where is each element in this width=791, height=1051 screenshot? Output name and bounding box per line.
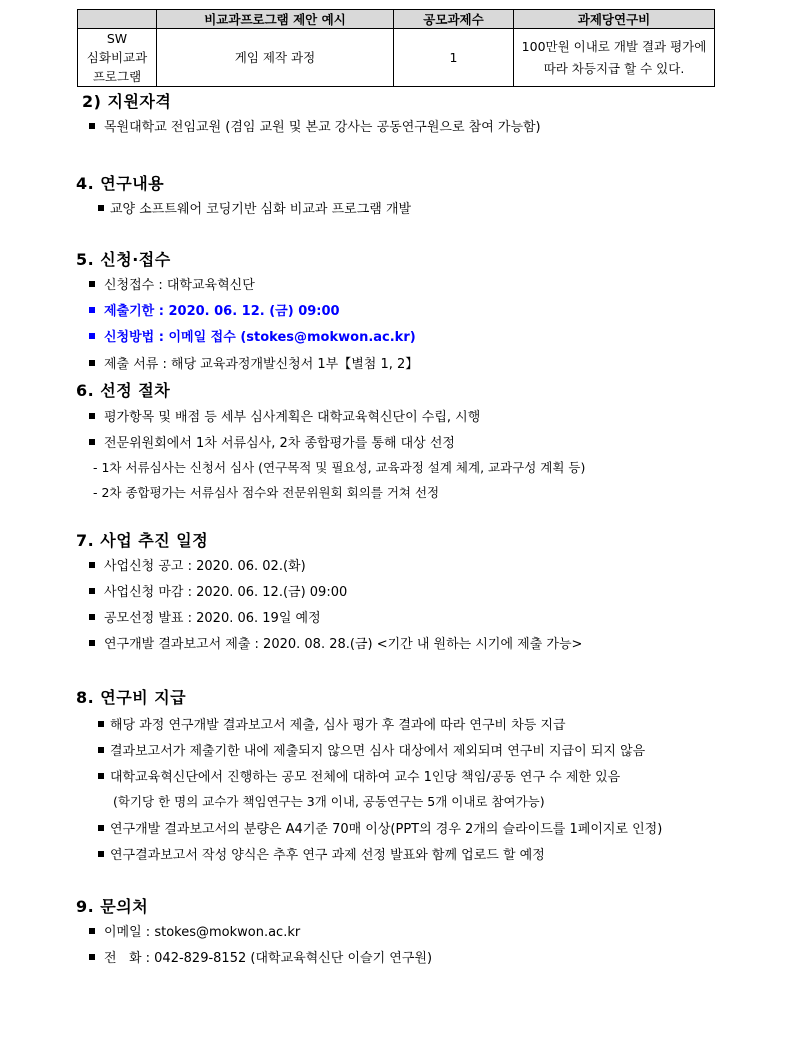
list-item-text: 목원대학교 전임교원 (겸임 교원 및 본교 강사는 공동연구원으로 참여 가능함) bbox=[104, 120, 541, 135]
square-bullet-icon bbox=[98, 825, 104, 831]
list-item-text: 교양 소프트웨어 코딩기반 심화 비교과 프로그램 개발 bbox=[110, 202, 412, 217]
section-title-research-content: 4. 연구내용 bbox=[76, 174, 165, 193]
section-title-selection: 6. 선정 절차 bbox=[76, 381, 171, 400]
square-bullet-icon bbox=[89, 333, 95, 339]
list-item-text: 전문위원회에서 1차 서류심사, 2차 종합평가를 통해 대상 선정 bbox=[104, 436, 455, 451]
square-bullet-icon bbox=[98, 205, 104, 211]
section-title-eligibility: 2) 지원자격 bbox=[82, 92, 172, 111]
list-item bbox=[89, 633, 582, 652]
list-item-text: 대학교육혁신단에서 진행하는 공모 전체에 대하여 교수 1인당 책임/공동 연구 수 제한 있음 bbox=[110, 770, 621, 785]
list-item-text: 해당 과정 연구개발 결과보고서 제출, 심사 평가 후 결과에 따라 연구비 차등 지급 bbox=[110, 718, 566, 733]
list-item bbox=[98, 740, 645, 759]
table-header-cell: 과제당연구비 bbox=[514, 10, 715, 29]
list-item-text: 공모선정 발표 : 2020. 06. 19일 예정 bbox=[104, 611, 321, 626]
sub-item: - 1차 서류심사는 신청서 심사 (연구목적 및 필요성, 교육과정 설계 체계, 교과구성 계획 등) bbox=[93, 460, 586, 475]
square-bullet-icon bbox=[89, 123, 95, 129]
square-bullet-icon bbox=[89, 614, 95, 620]
square-bullet-icon bbox=[89, 928, 95, 934]
square-bullet-icon bbox=[98, 721, 104, 727]
section-title-contact: 9. 문의처 bbox=[76, 897, 149, 916]
count-cell: 1 bbox=[394, 29, 514, 87]
list-item-text: 연구개발 결과보고서의 분량은 A4기준 70매 이상(PPT의 경우 2개의 슬라이드를 1페이지로 인정) bbox=[110, 822, 663, 837]
list-item-text: 제출 서류 : 해당 교육과정개발신청서 1부【별첨 1, 2】 bbox=[104, 357, 419, 372]
list-item bbox=[89, 607, 321, 626]
table-header-row bbox=[78, 10, 715, 29]
square-bullet-icon bbox=[89, 954, 95, 960]
section-title-application: 5. 신청·접수 bbox=[76, 250, 171, 269]
list-item bbox=[89, 947, 432, 966]
list-item-text: 연구결과보고서 작성 양식은 추후 연구 과제 선정 발표와 함께 업로드 할 예정 bbox=[110, 848, 545, 863]
program-table bbox=[77, 9, 715, 87]
table-header-cell: 비교과프로그램 제안 예시 bbox=[157, 10, 394, 29]
list-item bbox=[89, 274, 255, 293]
table-header-cell: 공모과제수 bbox=[394, 10, 514, 29]
section-title-funding: 8. 연구비 지급 bbox=[76, 688, 187, 707]
list-item bbox=[98, 818, 662, 837]
list-item-text: 신청접수 : 대학교육혁신단 bbox=[104, 278, 255, 293]
list-item-text: 사업신청 공고 : 2020. 06. 02.(화) bbox=[104, 559, 306, 574]
list-item bbox=[89, 406, 480, 425]
square-bullet-icon bbox=[89, 307, 95, 313]
list-item bbox=[89, 921, 300, 940]
square-bullet-icon bbox=[98, 747, 104, 753]
square-bullet-icon bbox=[89, 439, 95, 445]
square-bullet-icon bbox=[98, 773, 104, 779]
list-item bbox=[98, 198, 411, 217]
square-bullet-icon bbox=[89, 588, 95, 594]
table-header-cell bbox=[78, 10, 157, 29]
category-line: 심화비교과 bbox=[86, 50, 148, 65]
sub-item: - 2차 종합평가는 서류심사 점수와 전문위원회 회의를 거쳐 선정 bbox=[93, 485, 440, 500]
list-item-method bbox=[89, 326, 416, 345]
square-bullet-icon bbox=[89, 413, 95, 419]
list-item-text: 신청방법 : 이메일 접수 (stokes@mokwon.ac.kr) bbox=[104, 330, 416, 345]
list-item-text: 이메일 : stokes@mokwon.ac.kr bbox=[104, 925, 301, 940]
section-title-schedule: 7. 사업 추진 일정 bbox=[76, 531, 209, 550]
funding-note: (학기당 한 명의 교수가 책임연구는 3개 이내, 공동연구는 5개 이내로 참여가능) bbox=[113, 794, 545, 809]
list-item bbox=[89, 116, 541, 135]
square-bullet-icon bbox=[89, 562, 95, 568]
square-bullet-icon bbox=[98, 851, 104, 857]
table-row bbox=[78, 29, 715, 87]
list-item bbox=[98, 844, 545, 863]
list-item-text: 사업신청 마감 : 2020. 06. 12.(금) 09:00 bbox=[104, 585, 348, 600]
list-item-text: 전 화 : 042-829-8152 (대학교육혁신단 이슬기 연구원) bbox=[104, 951, 433, 966]
example-cell: 게임 제작 과정 bbox=[157, 29, 394, 87]
list-item-text: 평가항목 및 배점 등 세부 심사계획은 대학교육혁신단이 수립, 시행 bbox=[104, 410, 481, 425]
fund-cell bbox=[514, 29, 715, 87]
list-item bbox=[89, 581, 347, 600]
fund-line: 따라 차등지급 할 수 있다. bbox=[543, 60, 685, 76]
list-item bbox=[89, 353, 418, 372]
category-cell bbox=[78, 29, 157, 87]
list-item-text: 제출기한 : 2020. 06. 12. (금) 09:00 bbox=[104, 304, 340, 319]
list-item bbox=[89, 432, 455, 451]
square-bullet-icon bbox=[89, 360, 95, 366]
square-bullet-icon bbox=[89, 281, 95, 287]
square-bullet-icon bbox=[89, 640, 95, 646]
list-item bbox=[98, 714, 566, 733]
category-line: 프로그램 bbox=[92, 69, 142, 84]
list-item-deadline bbox=[89, 300, 340, 319]
list-item bbox=[98, 766, 620, 785]
fund-line: 100만원 이내로 개발 결과 평가에 bbox=[521, 38, 707, 54]
list-item-text: 연구개발 결과보고서 제출 : 2020. 08. 28.(금) <기간 내 원하는 시기에 제출 가능> bbox=[104, 637, 583, 652]
list-item bbox=[89, 555, 306, 574]
list-item-text: 결과보고서가 제출기한 내에 제출되지 않으면 심사 대상에서 제외되며 연구비 지급이 되지 않음 bbox=[110, 744, 646, 759]
category-line: SW bbox=[106, 31, 128, 46]
